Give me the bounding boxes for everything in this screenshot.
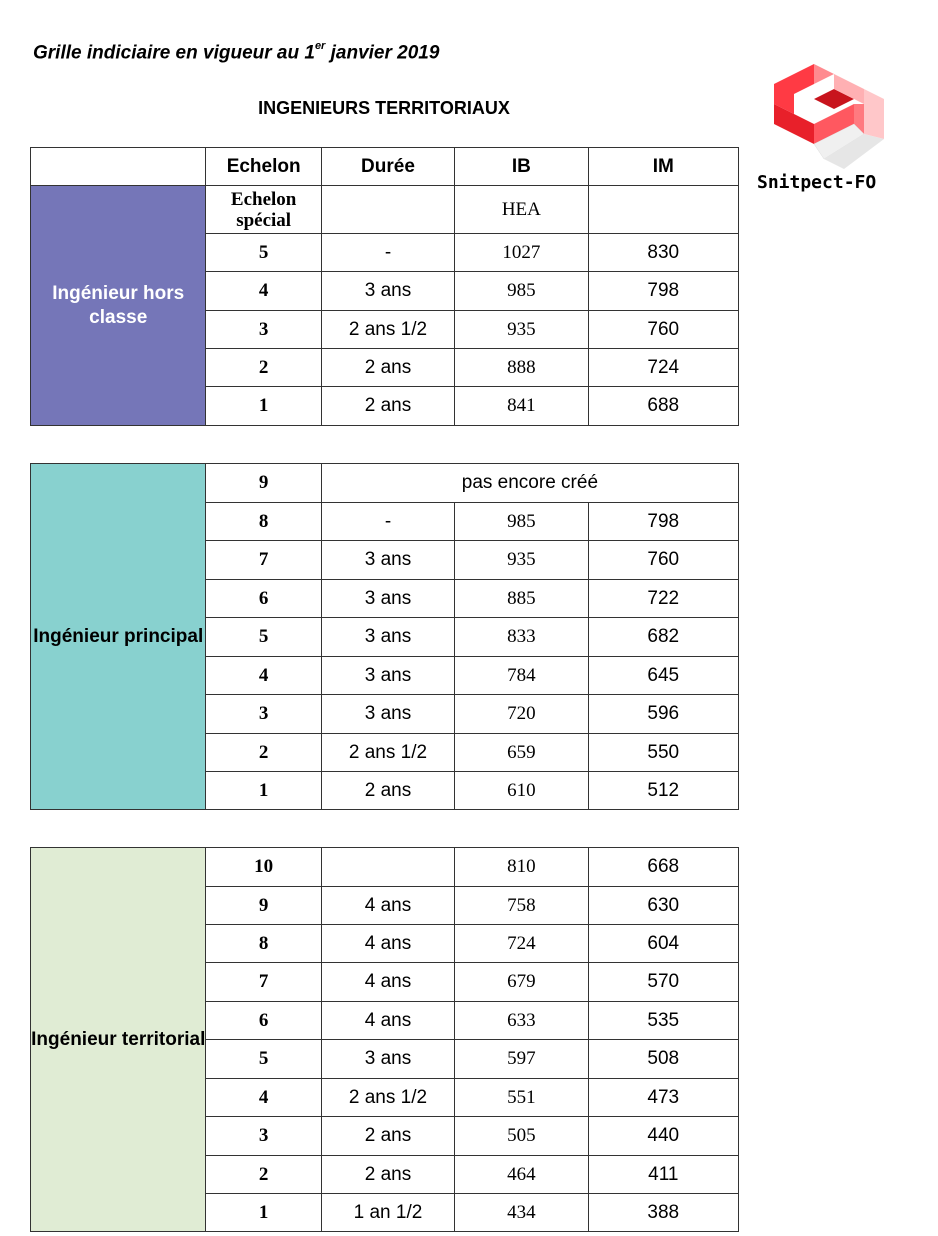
ib-cell: 810 <box>455 848 588 887</box>
duree-cell: - <box>321 503 454 541</box>
header-im: IM <box>588 148 738 186</box>
duree-cell: 3 ans <box>321 618 454 657</box>
ib-cell: 505 <box>455 1117 588 1156</box>
duree-cell: 4 ans <box>321 1002 454 1040</box>
duree-cell: 3 ans <box>321 1040 454 1079</box>
table-hors-classe <box>30 185 739 426</box>
ib-cell: 784 <box>455 657 588 695</box>
echelon-cell: 2 <box>206 349 321 387</box>
header-echelon: Echelon <box>206 148 321 186</box>
im-cell: 570 <box>588 963 738 1002</box>
category-hors-classe: Ingénieur hors classe <box>31 186 206 426</box>
ib-cell: 985 <box>455 503 588 541</box>
echelon-cell: 9 <box>206 464 321 503</box>
echelon-cell: 3 <box>206 311 321 349</box>
im-cell: 388 <box>588 1194 738 1232</box>
echelon-cell: 9 <box>206 887 321 925</box>
echelon-cell: 4 <box>206 657 321 695</box>
document-subtitle: INGENIEURS TERRITORIAUX <box>258 98 510 118</box>
duree-cell: 2 ans 1/2 <box>321 1079 454 1117</box>
duree-cell: 2 ans <box>321 387 454 426</box>
echelon-cell: 3 <box>206 695 321 734</box>
ib-cell: 610 <box>455 772 588 810</box>
ib-cell: 597 <box>455 1040 588 1079</box>
ib-cell: 679 <box>455 963 588 1002</box>
merged-note-cell: pas encore créé <box>321 464 738 503</box>
ib-cell: 724 <box>455 925 588 963</box>
im-cell: 798 <box>588 272 738 311</box>
ib-cell: 758 <box>455 887 588 925</box>
echelon-cell: 1 <box>206 772 321 810</box>
im-cell: 760 <box>588 311 738 349</box>
echelon-cell: 8 <box>206 503 321 541</box>
category-territorial: Ingénieur territorial <box>31 848 206 1232</box>
logo-text: Snitpect-FO <box>757 172 877 193</box>
table-row <box>31 848 739 887</box>
ib-cell: 720 <box>455 695 588 734</box>
echelon-cell: 1 <box>206 387 321 426</box>
echelon-cell: 5 <box>206 618 321 657</box>
im-cell: 440 <box>588 1117 738 1156</box>
duree-cell: 3 ans <box>321 657 454 695</box>
duree-cell: 2 ans <box>321 1117 454 1156</box>
ib-cell: 464 <box>455 1156 588 1194</box>
im-cell: 596 <box>588 695 738 734</box>
ib-cell: 985 <box>455 272 588 311</box>
echelon-cell: 4 <box>206 272 321 311</box>
im-cell: 722 <box>588 580 738 618</box>
im-cell: 760 <box>588 541 738 580</box>
echelon-cell: 6 <box>206 580 321 618</box>
document-title <box>33 42 439 64</box>
im-cell: 645 <box>588 657 738 695</box>
header-table <box>30 147 739 186</box>
im-cell: 668 <box>588 848 738 887</box>
empty-header-cell <box>31 148 206 186</box>
title-superscript: er <box>314 40 326 52</box>
table-row <box>31 186 739 234</box>
table-row <box>31 464 739 503</box>
title-date: janvier 2019 <box>325 42 440 64</box>
im-cell: 508 <box>588 1040 738 1079</box>
echelon-cell: 8 <box>206 925 321 963</box>
duree-cell: 4 ans <box>321 963 454 1002</box>
duree-cell: 4 ans <box>321 887 454 925</box>
duree-cell: 1 an 1/2 <box>321 1194 454 1232</box>
table-territorial <box>30 847 739 1232</box>
header-duree: Durée <box>321 148 454 186</box>
category-principal: Ingénieur principal <box>31 464 206 810</box>
echelon-cell: 5 <box>206 234 321 272</box>
im-cell <box>588 186 738 234</box>
duree-cell: 2 ans 1/2 <box>321 734 454 772</box>
ib-cell: 659 <box>455 734 588 772</box>
duree-cell: 2 ans <box>321 1156 454 1194</box>
ib-cell: 841 <box>455 387 588 426</box>
duree-cell: 2 ans <box>321 349 454 387</box>
echelon-cell: 2 <box>206 734 321 772</box>
ib-cell: 935 <box>455 311 588 349</box>
ib-cell: 633 <box>455 1002 588 1040</box>
im-cell: 535 <box>588 1002 738 1040</box>
im-cell: 411 <box>588 1156 738 1194</box>
ib-cell: 1027 <box>455 234 588 272</box>
echelon-cell: 7 <box>206 541 321 580</box>
duree-cell: 3 ans <box>321 580 454 618</box>
duree-cell: 3 ans <box>321 541 454 580</box>
duree-cell: 3 ans <box>321 272 454 311</box>
im-cell: 682 <box>588 618 738 657</box>
duree-cell <box>321 186 454 234</box>
duree-cell <box>321 848 454 887</box>
ib-cell: 833 <box>455 618 588 657</box>
echelon-cell: 7 <box>206 963 321 1002</box>
im-cell: 473 <box>588 1079 738 1117</box>
header-ib: IB <box>455 148 588 186</box>
ib-cell: 935 <box>455 541 588 580</box>
im-cell: 512 <box>588 772 738 810</box>
duree-cell: 4 ans <box>321 925 454 963</box>
duree-cell: 2 ans 1/2 <box>321 311 454 349</box>
ib-cell: 434 <box>455 1194 588 1232</box>
ib-cell: 551 <box>455 1079 588 1117</box>
ib-cell: HEA <box>455 186 588 234</box>
echelon-cell: 2 <box>206 1156 321 1194</box>
im-cell: 604 <box>588 925 738 963</box>
echelon-cell: 6 <box>206 1002 321 1040</box>
ib-cell: 885 <box>455 580 588 618</box>
echelon-cell: 3 <box>206 1117 321 1156</box>
im-cell: 688 <box>588 387 738 426</box>
column-header-row <box>31 148 739 186</box>
table-principal <box>30 463 739 810</box>
echelon-cell: 5 <box>206 1040 321 1079</box>
im-cell: 830 <box>588 234 738 272</box>
duree-cell: - <box>321 234 454 272</box>
im-cell: 798 <box>588 503 738 541</box>
im-cell: 630 <box>588 887 738 925</box>
im-cell: 724 <box>588 349 738 387</box>
ib-cell: 888 <box>455 349 588 387</box>
title-text: Grille indiciaire en vigueur au 1 <box>33 42 315 64</box>
echelon-cell: 10 <box>206 848 321 887</box>
duree-cell: 3 ans <box>321 695 454 734</box>
duree-cell: 2 ans <box>321 772 454 810</box>
echelon-cell: Echelon spécial <box>206 186 321 234</box>
echelon-cell: 4 <box>206 1079 321 1117</box>
echelon-cell: 1 <box>206 1194 321 1232</box>
im-cell: 550 <box>588 734 738 772</box>
